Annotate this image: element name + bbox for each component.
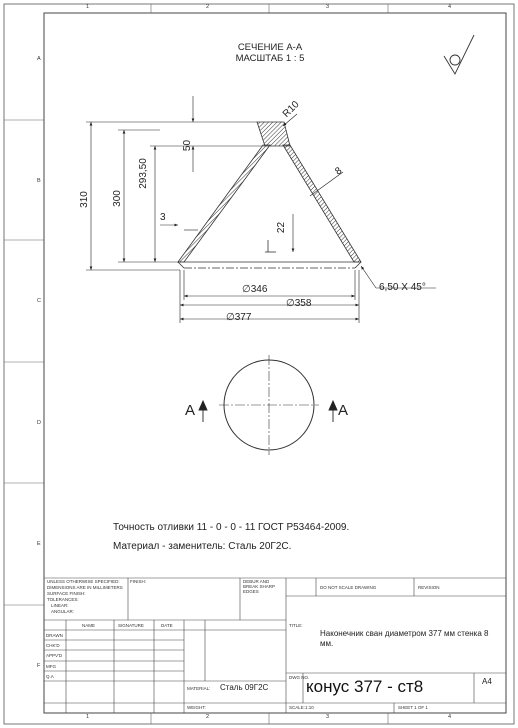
- tb-scale: SCALE:1:10: [289, 705, 314, 710]
- frame-row-d: D: [37, 420, 41, 426]
- frame-col-1-bottom: 1: [86, 714, 90, 720]
- frame-row-f: F: [37, 663, 41, 669]
- frame-col-2: 2: [206, 4, 210, 10]
- tb-material-label: MATERIAL:: [187, 686, 211, 691]
- tb-revision: REVISION: [418, 585, 440, 590]
- section-mark-right: A: [338, 402, 349, 419]
- dim-310: 310: [78, 191, 90, 208]
- tb-row-drawn: DRAWN: [46, 633, 63, 638]
- frame-col-4: 4: [448, 4, 452, 10]
- frame-row-b: B: [37, 178, 41, 184]
- view-title: [190, 42, 350, 64]
- tb-dims-mm: DIMENSIONS ARE IN MILLIMETERS: [47, 585, 123, 590]
- frame-col-3: 3: [326, 4, 330, 10]
- tb-finish: FINISH:: [130, 579, 147, 584]
- tb-do-not-scale: DO NOT SCALE DRAWING: [320, 585, 377, 590]
- frame-col-3-bottom: 3: [326, 714, 330, 720]
- frame-row-a: A: [37, 56, 41, 62]
- tb-row-appvd: APPV'D: [46, 653, 63, 658]
- note-casting-accuracy: Точность отливки 11 - 0 - 0 - 11 ГОСТ Р53464-2009.: [113, 522, 350, 533]
- tb-surface-finish: SURFACE FINISH:: [47, 591, 86, 596]
- top-view: [219, 355, 319, 455]
- tb-material-value: Сталь 09Г2С: [220, 683, 269, 692]
- dim-d346: ∅346: [242, 284, 268, 295]
- tb-sheet-size: A4: [482, 677, 492, 686]
- tb-title-label: TITLE:: [289, 623, 303, 628]
- dim-22: 22: [276, 221, 288, 234]
- tb-deburr: DEBUR AND BREAK SHARP EDGES: [243, 579, 275, 594]
- frame-col-4-bottom: 4: [448, 714, 452, 720]
- tb-sheet: SHEET 1 OF 1: [398, 705, 428, 710]
- tb-row-qa: Q.A: [46, 674, 54, 679]
- dim-300: 300: [111, 190, 123, 207]
- frame-row-e: E: [37, 541, 41, 547]
- tb-col-date: DATE: [161, 623, 173, 628]
- tb-col-name: NAME: [82, 623, 96, 628]
- tb-row-chkd: CHK'D: [46, 643, 60, 648]
- frame-col-2-bottom: 2: [206, 714, 210, 720]
- dim-thickness-8: 8: [333, 165, 345, 178]
- cone-section: [178, 122, 361, 268]
- tb-dwg-no: конус 377 - ст8: [306, 677, 424, 696]
- tb-col-signature: SIGNATURE: [118, 623, 144, 628]
- note-material-substitute: Материал - заменитель: Сталь 20Г2С.: [113, 541, 292, 552]
- dim-r10: R10: [280, 99, 302, 120]
- tb-weight-label: WEIGHT:: [187, 705, 206, 710]
- outer-border: [4, 4, 514, 724]
- section-mark-left: A: [185, 402, 196, 419]
- tb-title-text: Наконечник сван диаметром 377 мм стенка 8 мм.: [320, 629, 489, 648]
- roughness-symbol-icon: [444, 35, 474, 74]
- dim-293-50: 293,50: [137, 158, 149, 189]
- frame-col-1: 1: [86, 4, 90, 10]
- tb-linear: LINEAR:: [51, 603, 69, 608]
- frame-row-c: C: [37, 298, 41, 304]
- tb-dwg-no-label: DWG NO.: [289, 675, 310, 680]
- section-arrow-left-icon: [199, 401, 207, 422]
- dim-chamfer: 6,50 X 45°: [379, 282, 426, 293]
- tb-unless: UNLESS OTHERWISE SPECIFIED:: [47, 579, 120, 584]
- tb-tolerances: TOLERANCES:: [47, 597, 79, 602]
- dim-d377: ∅377: [226, 312, 252, 323]
- tb-row-mfg: MFG: [46, 664, 56, 669]
- tb-angular: ANGULAR:: [51, 609, 75, 614]
- view-title-line2: МАСШТАБ 1 : 5: [235, 53, 305, 64]
- dim-thickness-3: 3: [160, 212, 166, 223]
- section-arrow-right-icon: [329, 401, 337, 422]
- dim-d358: ∅358: [286, 298, 312, 309]
- dim-50: 50: [182, 139, 194, 152]
- view-title-line1: СЕЧЕНИЕ А-А: [237, 42, 303, 53]
- inner-border: [44, 13, 506, 713]
